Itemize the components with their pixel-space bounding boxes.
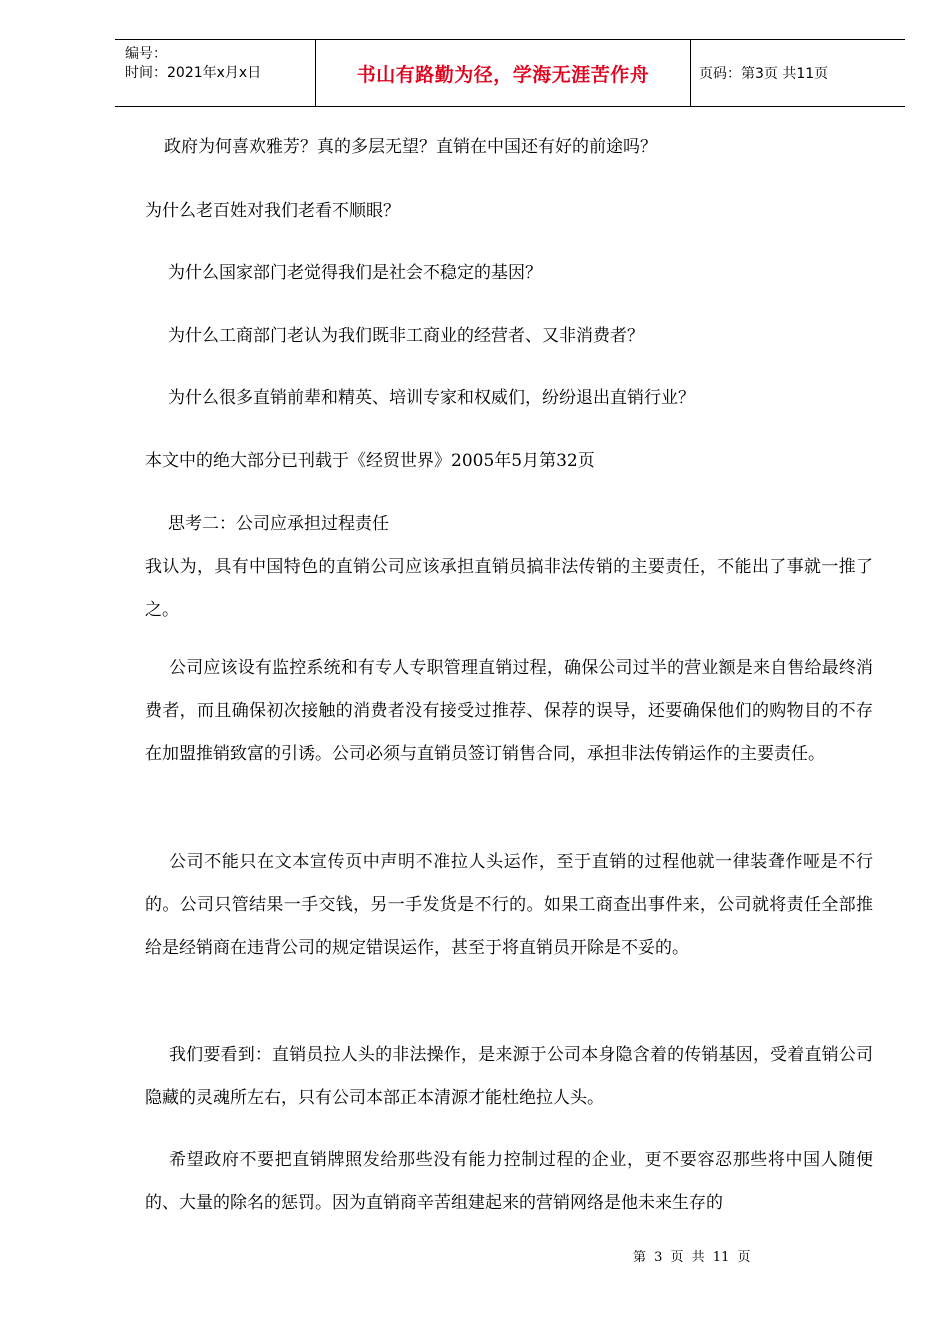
header-page-number: 页码：第3页 共11页 bbox=[699, 66, 829, 82]
paragraph-body-4: 我们要看到：直销员拉人头的非法操作，是来源于公司本身隐含着的传销基因，受着直销公司隐藏的灵魂所左右，只有公司本部正本清源才能杜绝拉人头。 bbox=[145, 1045, 873, 1108]
page-header bbox=[115, 39, 905, 107]
header-motto: 书山有路勤为径，学海无涯苦作舟 bbox=[316, 40, 691, 106]
paragraph-question-3: 为什么国家部门老觉得我们是社会不稳定的基因？ bbox=[168, 263, 542, 283]
document-time-label: 时间：2021年x月x日 bbox=[125, 65, 262, 81]
paragraph-question-5: 为什么很多直销前辈和精英、培训专家和权威们，纷纷退出直销行业？ bbox=[168, 388, 695, 408]
paragraph-question-1: 政府为何喜欢雅芳？真的多层无望？直销在中国还有好的前途吗？ bbox=[164, 137, 657, 157]
header-meta bbox=[115, 40, 316, 106]
page-footer: 第 3 页 共 11 页 bbox=[633, 1250, 751, 1265]
paragraph-body-2: 公司应该设有监控系统和有专人专职管理直销过程，确保公司过半的营业额是来自售给最终消费者，而且确保初次接触的消费者没有接受过推荐、保荐的误导，还要确保他们的购物目的不存在加盟推销致富的引诱。公司必须与直销员签订销售合同，承担非法传销运作的主要责任。 bbox=[145, 658, 873, 764]
paragraph-citation: 本文中的绝大部分已刊载于《经贸世界》2005年5月第32页 bbox=[145, 451, 595, 471]
paragraph-question-4: 为什么工商部门老认为我们既非工商业的经营者、又非消费者？ bbox=[168, 326, 644, 346]
paragraph-body-5: 希望政府不要把直销牌照发给那些没有能力控制过程的企业，更不要容忍那些将中国人随便的、大量的除名的惩罚。因为直销商辛苦组建起来的营销网络是他未来生存的 bbox=[145, 1150, 873, 1213]
document-number-label: 编号： bbox=[125, 46, 167, 62]
paragraph-body-3: 公司不能只在文本宣传页中声明不准拉人头运作，至于直销的过程他就一律装聋作哑是不行的。公司只管结果一手交钱，另一手发货是不行的。如果工商查出事件来，公司就将责任全部推给是经销商在违背公司的规定错误运作，甚至于将直销员开除是不妥的。 bbox=[145, 852, 873, 958]
paragraph-body-1: 我认为，具有中国特色的直销公司应该承担直销员搞非法传销的主要责任，不能出了事就一推了之。 bbox=[145, 557, 873, 620]
paragraph-question-2: 为什么老百姓对我们老看不顺眼？ bbox=[145, 201, 400, 221]
section-heading: 思考二：公司应承担过程责任 bbox=[168, 514, 389, 534]
